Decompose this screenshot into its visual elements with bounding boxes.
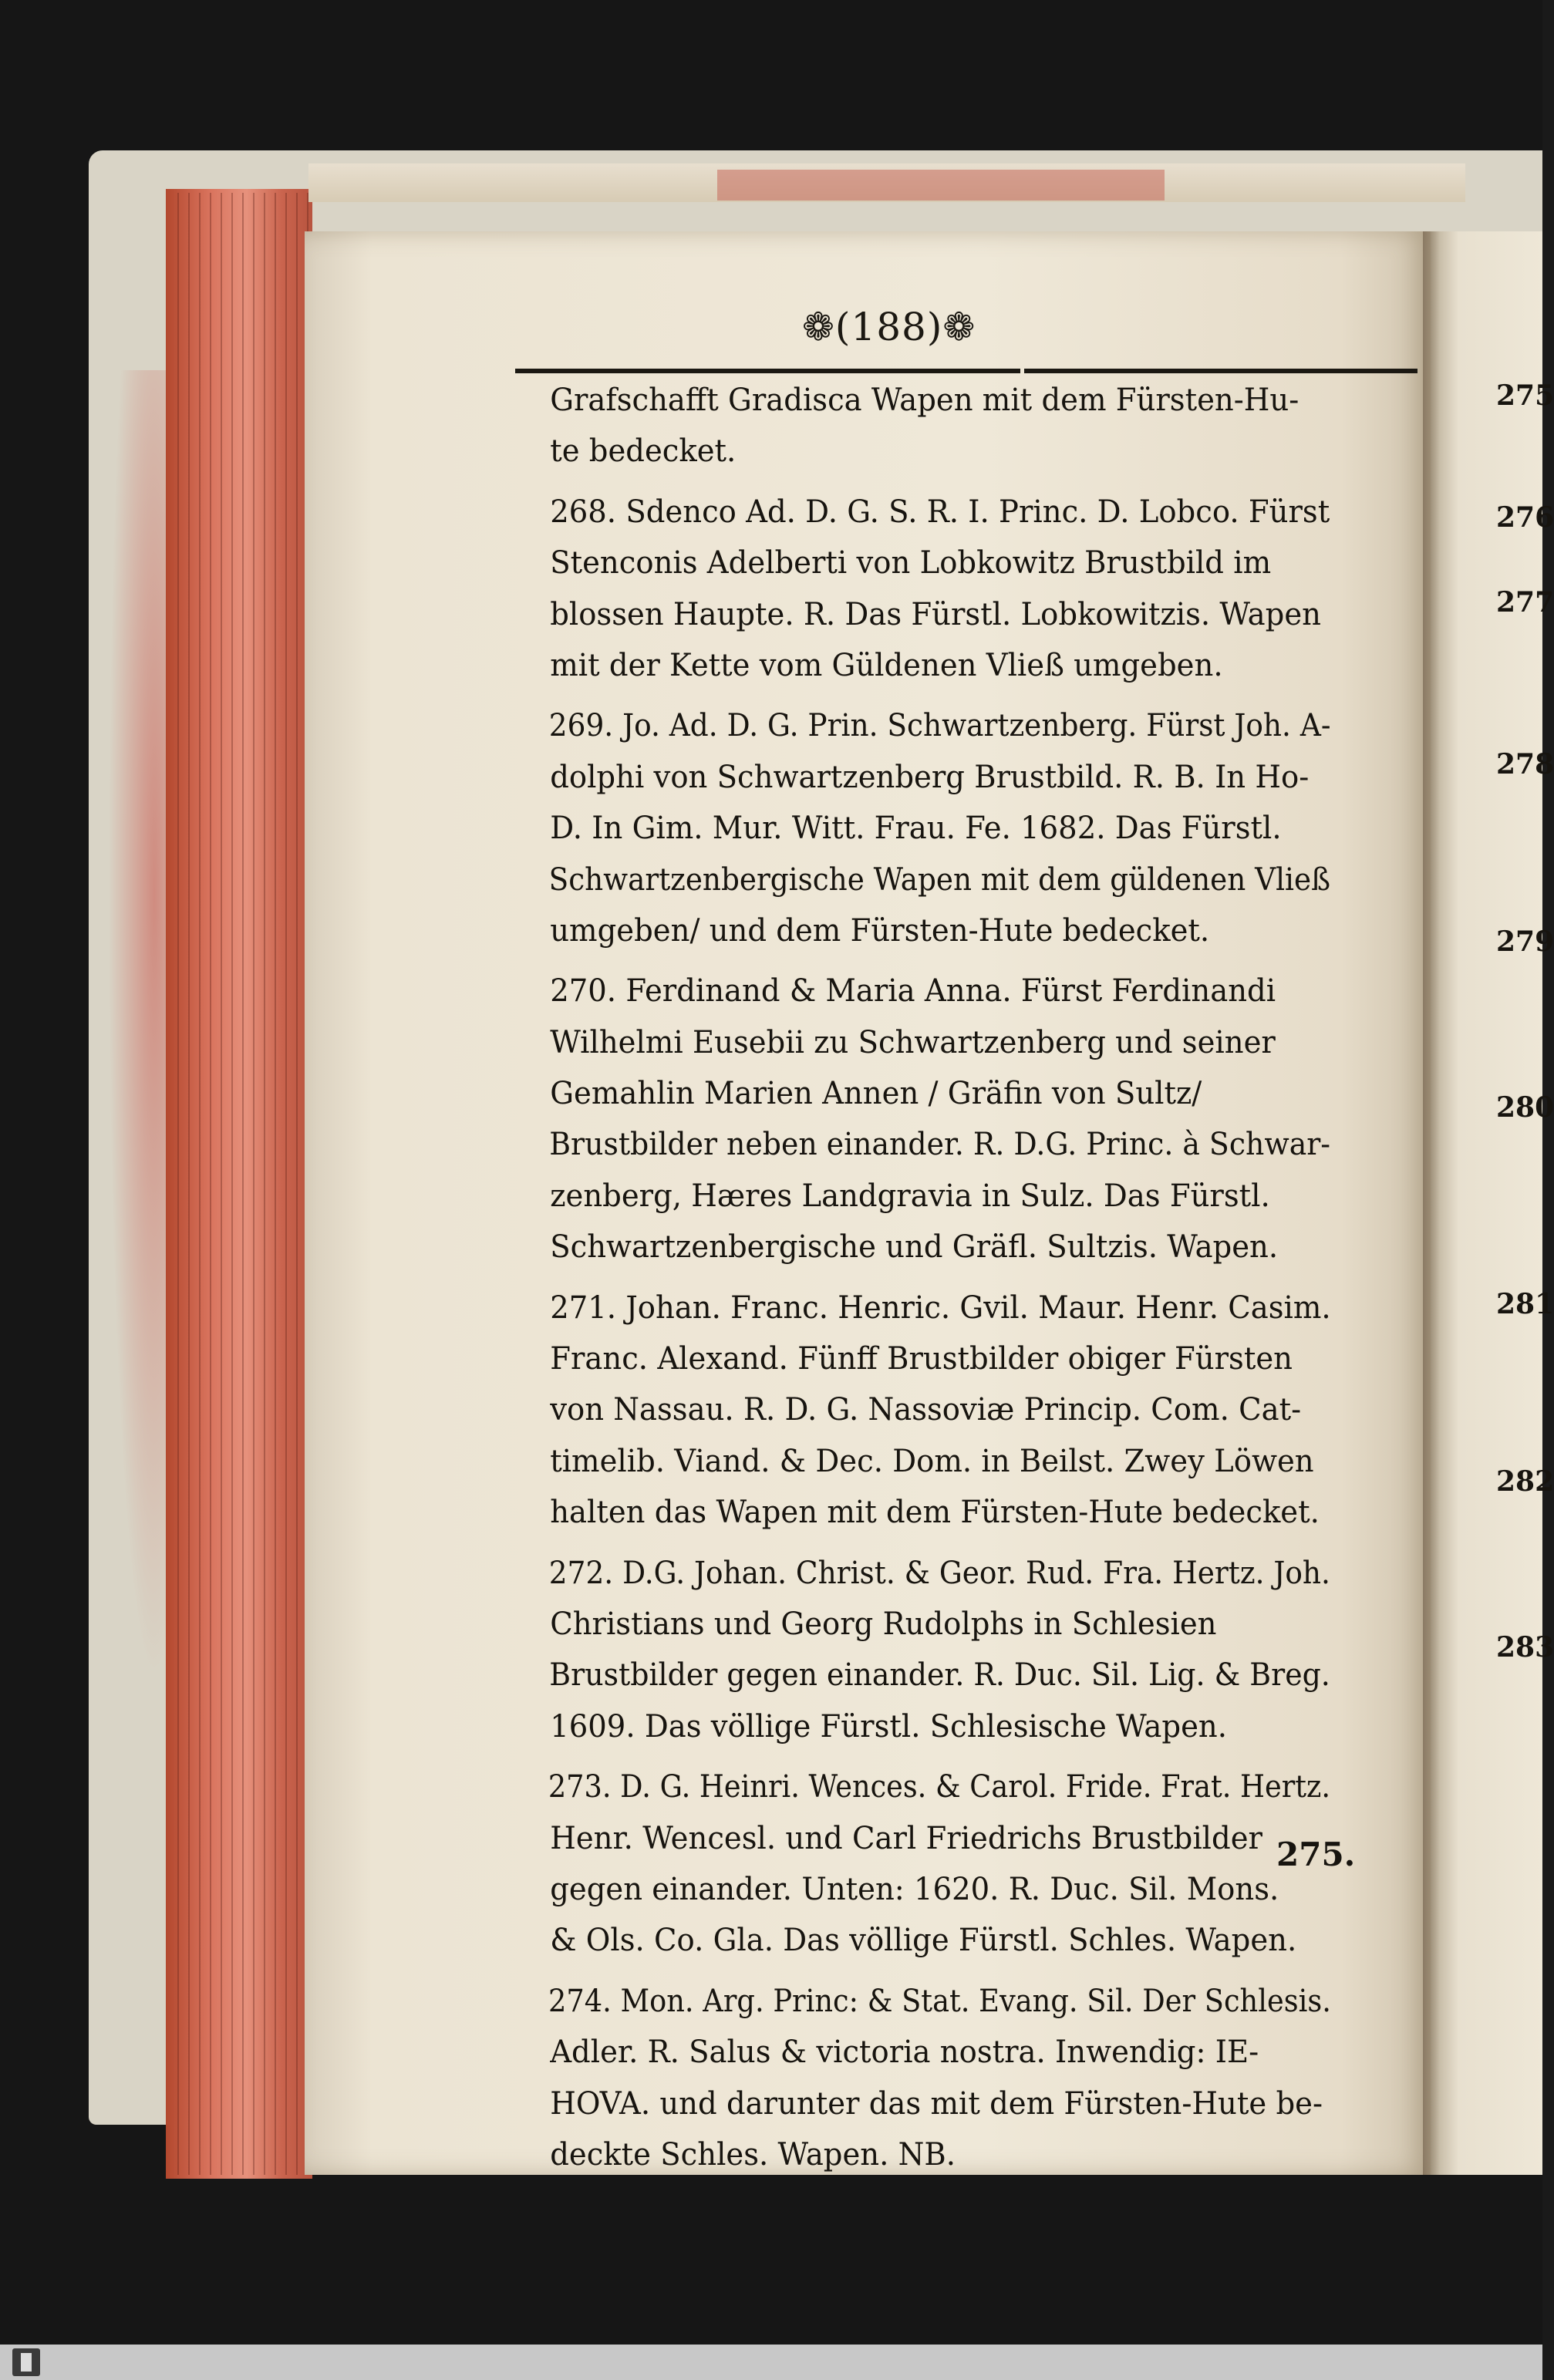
entry-first-line: 272. D.G. Johan. Christ. & Geor. Rud. Fra. Hertz. Joh.	[548, 1555, 1330, 1591]
page-gutter	[1423, 231, 1440, 2175]
text-line: mit der Kette vom Güldenen Vließ umgeben.	[550, 647, 1223, 683]
text-line: Franc. Alexand. Fünff Brustbilder obiger Fürsten	[550, 1341, 1293, 1377]
text-line: Henr. Wencesl. und Carl Friedrichs Brustbilder	[550, 1820, 1262, 1856]
text-line: Christians und Georg Rudolphs in Schlesien	[550, 1606, 1217, 1642]
right-margin-number: 278	[1496, 748, 1554, 780]
text-line: halten das Wapen mit dem Fürsten‑Hute bedecket.	[550, 1495, 1320, 1531]
text-line: HOVA. und darunter das mit dem Fürsten‑Hute be‑	[550, 2085, 1323, 2122]
text-line: von Nassau. R. D. G. Nassoviæ Princip. Com. Cat‑	[550, 1392, 1302, 1428]
text-line: & Ols. Co. Gla. Das völlige Fürstl. Schles. Wapen.	[550, 1923, 1297, 1959]
text-line: Stenconis Adelberti von Lobkowitz Brustbild im	[550, 545, 1272, 582]
page-edge-lines	[177, 193, 308, 2175]
text-line: Schwartzenbergische Wapen mit dem güldenen Vließ	[548, 861, 1331, 898]
text-line: Wilhelmi Eusebii zu Schwartzenberg und seiner	[550, 1024, 1276, 1060]
entry-first-line: 271. Johan. Franc. Henric. Gvil. Maur. Henr. Casim.	[550, 1289, 1331, 1326]
header-rule-left	[515, 369, 1020, 373]
page-text	[513, 375, 1361, 2180]
text-line: Brustbilder gegen einander. R. Duc. Sil. Lig. & Breg.	[549, 1657, 1330, 1694]
entry-first-line: 268. Sdenco Ad. D. G. S. R. I. Princ. D. Lobco. Fürst	[550, 494, 1330, 530]
text-line: D. In Gim. Mur. Witt. Frau. Fe. 1682. Das Fürstl.	[550, 811, 1282, 847]
header-rule-right	[1024, 369, 1417, 373]
text-line: dolphi von Schwartzenberg Brustbild. R. B. In Ho‑	[550, 759, 1310, 795]
right-margin-number: 276	[1496, 501, 1554, 534]
text-line: Brustbilder neben einander. R. D.G. Princ. à Schwar‑	[549, 1127, 1331, 1163]
text-line: Schwartzenbergische und Gräfl. Sultzis. Wapen.	[550, 1229, 1279, 1266]
text-line: Gemahlin Marien Annen / Gräfin von Sultz/	[550, 1076, 1202, 1112]
right-margin-number: 283	[1496, 1631, 1554, 1664]
catchword: 275.	[1276, 1836, 1356, 1873]
text-line: 1609. Das völlige Fürstl. Schlesische Wapen.	[550, 1708, 1227, 1745]
text-line: Adler. R. Salus & victoria nostra. Inwendig: IE‑	[550, 2034, 1259, 2071]
right-margin-number: 282	[1496, 1465, 1554, 1498]
text-line: deckte Schles. Wapen. NB.	[550, 2136, 956, 2173]
right-margin-number: 280	[1496, 1091, 1554, 1124]
page-header: ❁(188)❁	[802, 305, 976, 349]
right-margin-number: 281	[1496, 1288, 1554, 1320]
entry-first-line: 273. D. G. Heinri. Wences. & Carol. Fride. Frat. Hertz.	[548, 1769, 1330, 1805]
entry-first-line: 274. Mon. Arg. Princ: & Stat. Evang. Sil. Der Schlesis.	[548, 1983, 1331, 2019]
text-line: umgeben/ und dem Fürsten‑Hute bedecket.	[550, 912, 1210, 949]
text-line: timelib. Viand. & Dec. Dom. in Beilst. Zwey Löwen	[550, 1443, 1314, 1479]
text-line: zenberg, Hæres Landgravia in Sulz. Das Fürstl.	[550, 1178, 1270, 1214]
viewer-footer-bar	[0, 2345, 1542, 2380]
entry-first-line: 269. Jo. Ad. D. G. Prin. Schwartzenberg. Fürst Joh. A‑	[548, 708, 1331, 744]
text-line: gegen einander. Unten: 1620. R. Duc. Sil. Mons.	[550, 1871, 1279, 1907]
text-line: Grafschafft Gradisca Wapen mit dem Fürsten‑Hu‑	[550, 383, 1299, 418]
text-line: te bedecket.	[550, 433, 737, 470]
text-line: blossen Haupte. R. Das Fürstl. Lobkowitzis. Wapen	[550, 596, 1322, 632]
entry-first-line: 270. Ferdinand & Maria Anna. Fürst Ferdinandi	[550, 973, 1276, 1010]
right-margin-number: 279	[1496, 925, 1554, 958]
right-margin-number: 275	[1496, 379, 1554, 412]
right-margin-number: 277	[1496, 586, 1554, 619]
top-red-stain	[717, 170, 1165, 201]
library-logo-icon	[12, 2348, 40, 2376]
